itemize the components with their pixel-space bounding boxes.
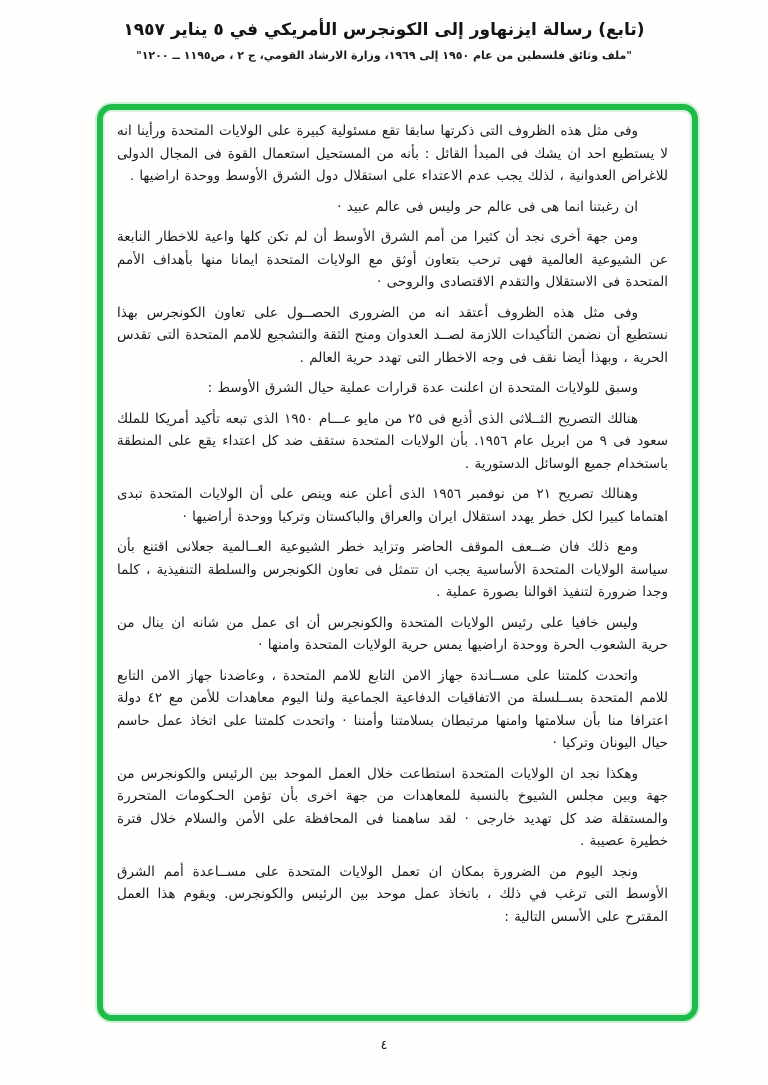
document-body [117,120,668,928]
page-number: ٤ [380,1038,388,1053]
document-paragraph: ومع ذلك فان ضــعف الموقف الحاضر وتزايد خطر الشيوعية العــالمية جعلانى اقتنع بأن سياسة الولايات المتحدة الأساسية يجب ان تتمثل فى تعاون الكونجرس والسلطة التنفيذية ، كلما وجدا ضرورة لتنفيذ اقوالنا بصورة عملية . [117,539,668,600]
document-paragraph: ومن جهة أخرى نجد أن كثيرا من أمم الشرق الأوسط أن لم تكن كلها واعية للاخطار النابعة عن الشيوعية العالمية فهى ترحب بتعاون أوثق مع الولايات المتحدة ايمانا منها بأهداف الأمم المتحدة فى الاستقلال والتقدم الاقتصادى والروحى · [117,229,668,290]
document-paragraph: وفى مثل هذه الظروف التى ذكرتها سابقا تقع مسئولية كبيرة على الولايات المتحدة ورأينا انه لا يستطيع احد ان يشك فى المبدأ القائل : بأنه من المستحيل استعمال القوة فى المجال الدولى للاغراض العدوانية ، لذلك يجب عدم الاعتداء على استقلال دول الشرق الأوسط ووحدة اراضيها . [117,123,668,184]
document-paragraph: واتحدت كلمتنا على مســاندة جهاز الامن التابع للامم المتحدة ، وعاضدنا جهاز الامن التابع للامم المتحدة بســلسلة من الاتفاقيات الدفاعية الجماعية ولنا اليوم معاهدات للأمن مع ٤٢ دولة اعترافا منا بأن سلامتها وامنها مرتبطان بسلامتنا وأمننا · واتحدت كلمتنا على اتخاذ عمل حاسم حيال اليونان وتركيا · [117,667,668,751]
document-paragraph: وسبق للولايات المتحدة ان اعلنت عدة قرارات عملية حيال الشرق الأوسط : [207,380,638,396]
document-paragraph: ونجد اليوم من الضرورة بمكان ان تعمل الولايات المتحدة على مســاعدة أمم الشرق الأوسط التى ترغب في ذلك ، باتخاذ عمل موحد بين الرئيس والكونجرس. ويقوم هذا العمل المقترح على الأسس التالية : [117,863,668,925]
document-source-citation: "ملف وثائق فلسطين من عام ١٩٥٠ إلى ١٩٦٩، وزارة الارشاد القومي، ج ٢ ، ص١١٩٥ ــ ١٢٠٠" [135,49,632,62]
document-header [0,20,768,62]
document-paragraph: وهكذا نجد ان الولايات المتحدة استطاعت خلال العمل الموحد بين الرئيس والكونجرس من جهة وبين مجلس الشيوخ بالنسبة للمعاهدات من جهة اخرى بأن تؤمن الحـكومات المتحررة والمستقلة ضد كل تهديد خارجى · لقد ساهمنا فى المحافظة على الأمن والسلام خلال فترة خطيرة عصيبة . [117,765,668,849]
document-paragraph: وفى مثل هذه الظروف أعتقد انه من الضرورى الحصــول على تعاون الكونجرس بهذا نستطيع أن نضمن التأكيدات اللازمة لصــد العدوان ومنح الثقة والتشجيع للامم المتحدة التى تقدس الحرية ، وبهذا أيضا نقف فى وجه الاخطار التى تهدد حرية العالم . [117,304,668,366]
document-paragraph: وهنالك تصريح ٢١ من نوفمبر ١٩٥٦ الذى أعلن عنه وينص على أن الولايات المتحدة تبدى اهتماما كبيرا لكل خطر يهدد استقلال ايران والعراق والباكستان وتركيا ووحدة أراضيها · [117,486,668,525]
document-paragraph: ان رغبتنا انما هى فى عالم حر وليس فى عالم عبيد · [337,198,638,215]
document-paragraph: هنالك التصريح الثــلاثى الذى أذيع فى ٢٥ من مايو عـــام ١٩٥٠ الذى تبعه تأكيد أمريكا للملك سعود فى ٩ من ابريل عام ١٩٥٦. بأن الولايات المتحدة ستقف ضد كل اعتداء يقع على المنطقة باستخدام جميع الوسائل الدستورية . [117,410,669,472]
document-body-frame [97,104,698,1021]
document-title: (تابع) رسالة ايزنهاور إلى الكونجرس الأمريكي في ٥ يناير ١٩٥٧ [123,20,645,40]
document-paragraph: وليس خافيا على رئيس الولايات المتحدة والكونجرس أن اى عمل من شانه ان ينال من حرية الشعوب الحرة ووحدة اراضيها يمس حرية الولايات المتحدة وامنها · [117,614,668,653]
